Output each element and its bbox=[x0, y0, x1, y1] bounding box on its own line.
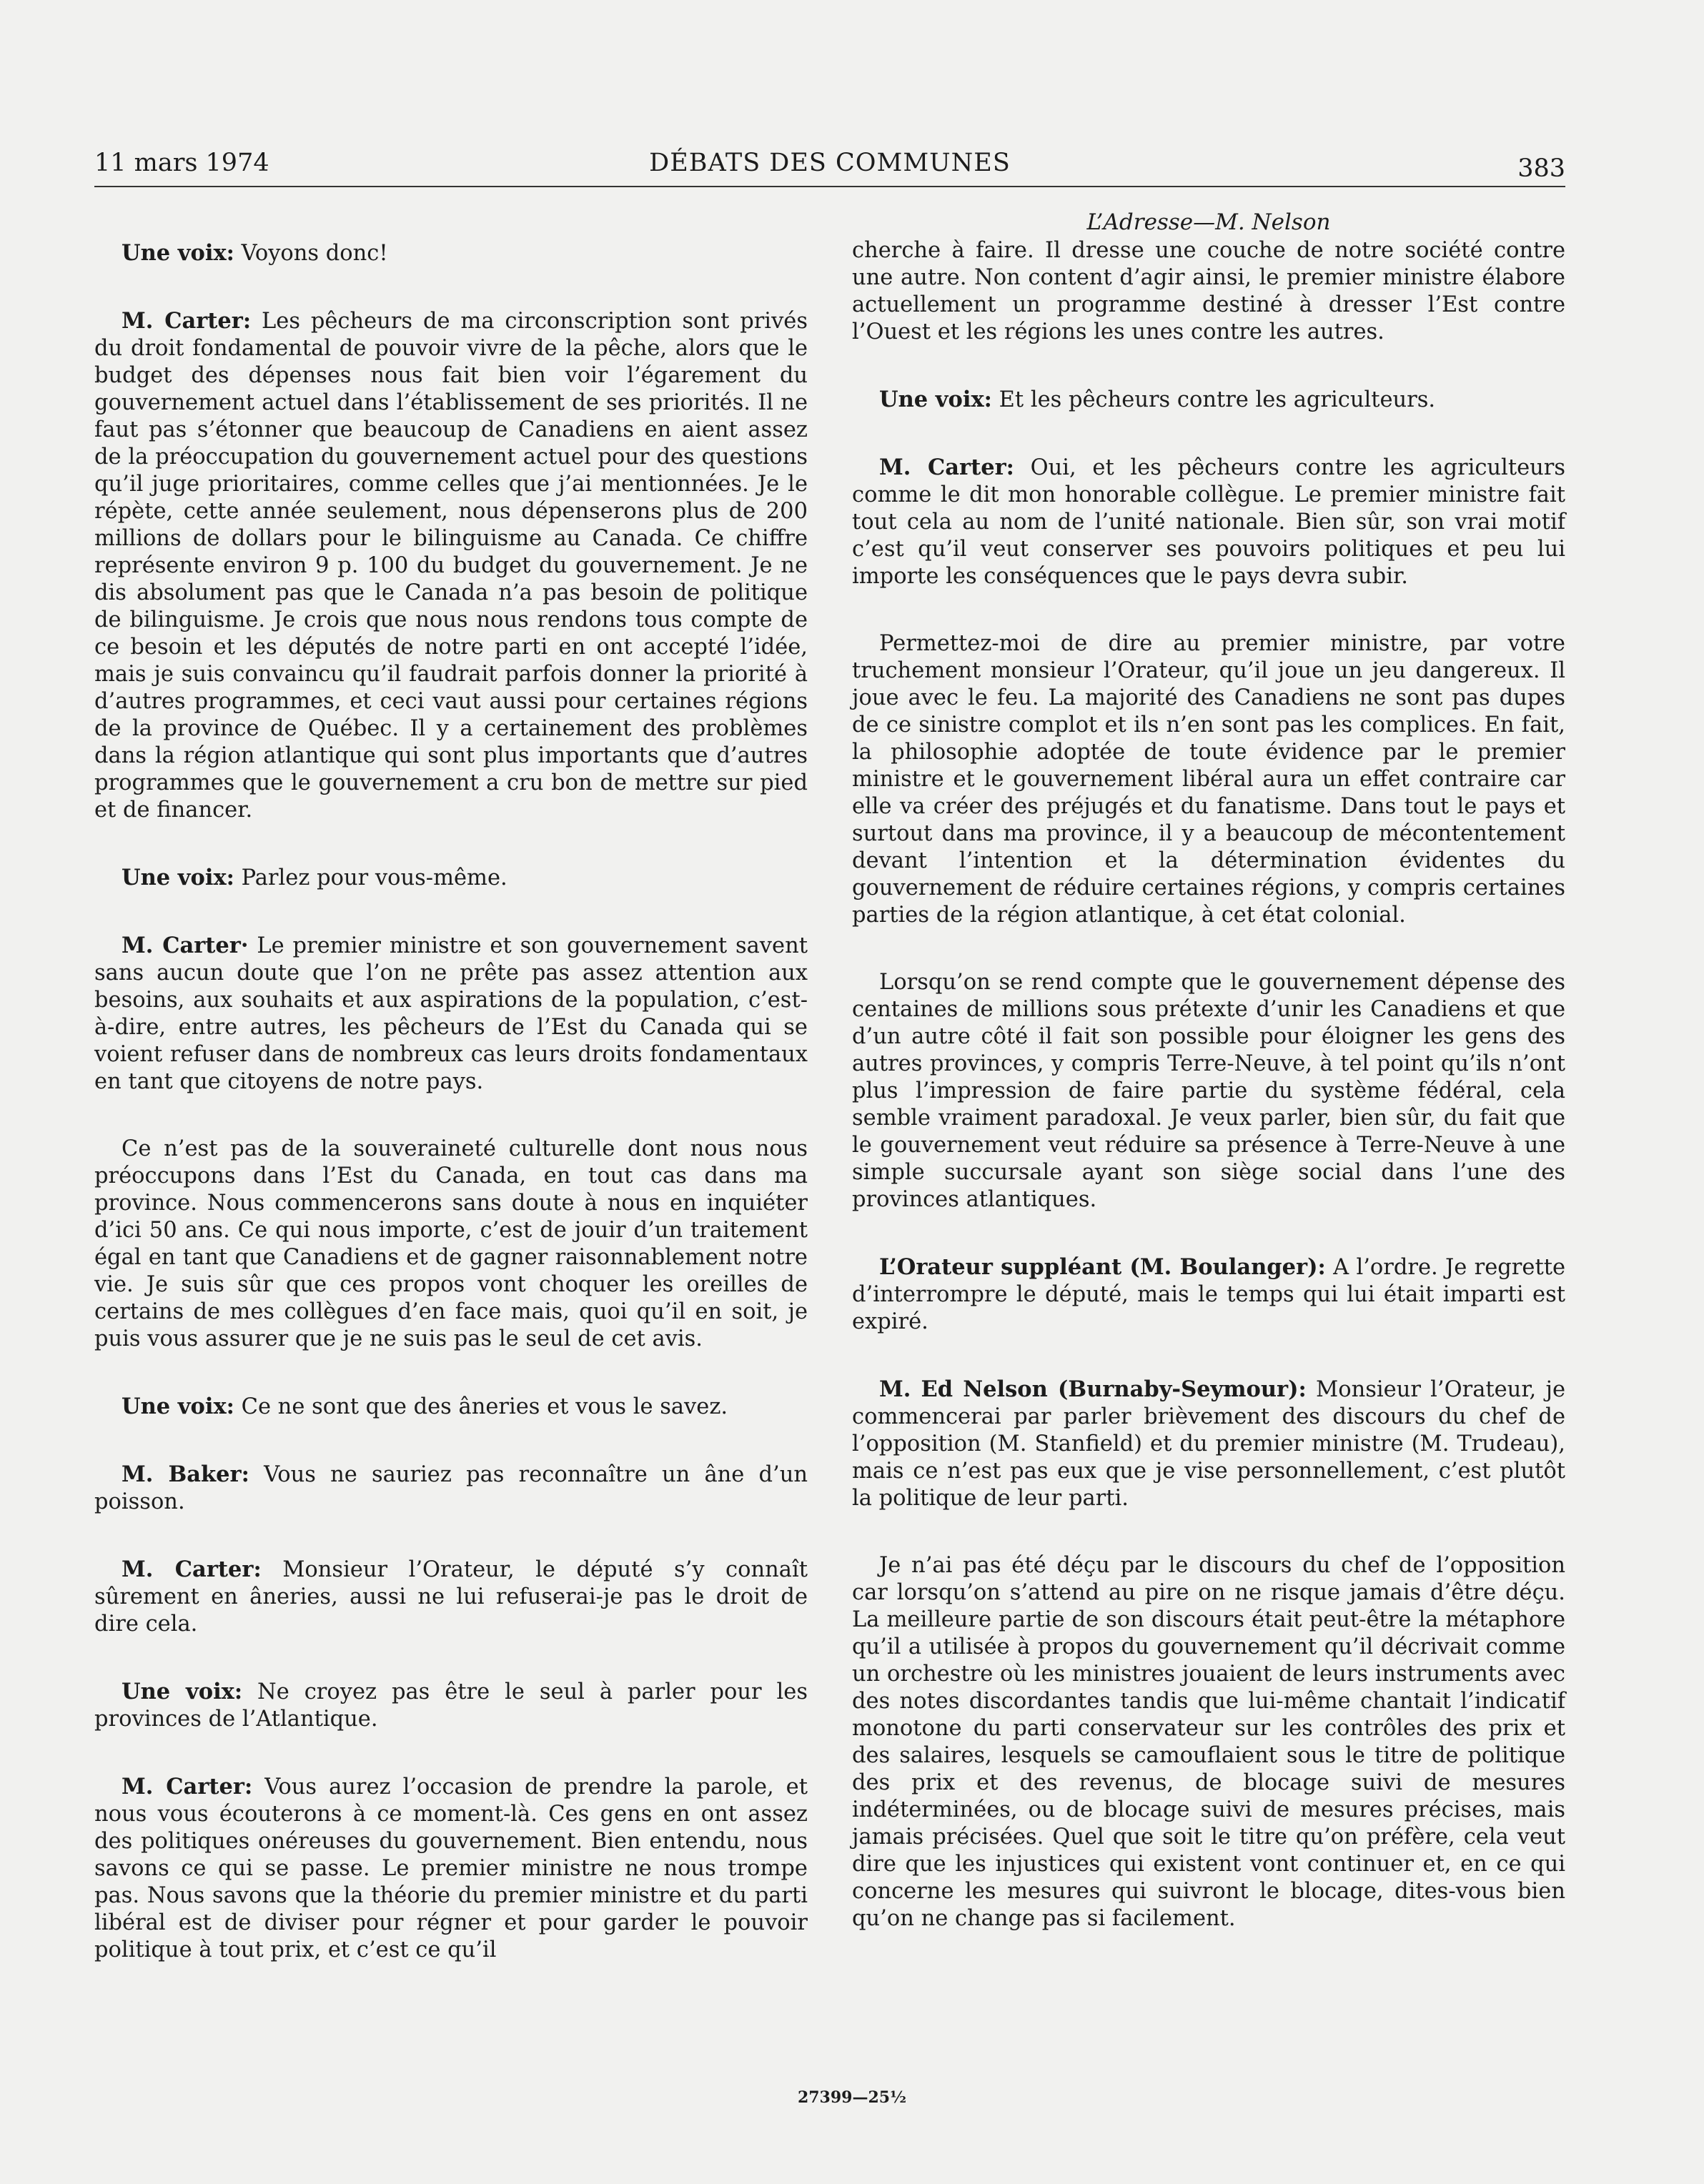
speaker-name: M. Carter: bbox=[122, 1774, 253, 1800]
paragraph bbox=[852, 454, 1565, 590]
paragraph bbox=[94, 1556, 808, 1638]
paragraph bbox=[94, 1136, 808, 1353]
speaker-name: L’Orateur suppléant (M. Boulanger): bbox=[879, 1254, 1326, 1280]
speech-text: Ce n’est pas de la souveraineté culturelle dont nous nous préoccupons dans l’Est du Canada, en tout cas dans ma province. Nous commencerons sans doute à nous en inquiéter d’ici 50 ans. Ce qui nous importe, c’est de jouir d’un traitement égal en tant que Canadiens et de gagner raisonnablement notre vie. Je suis sûr que ces propos vont choquer les oreilles de certains de mes collègues d’en face mais, quoi qu’il en soit, je puis vous assurer que je ne suis pas le seul de cet avis. bbox=[94, 1136, 808, 1351]
footer-code: 27399—25½ bbox=[797, 2088, 907, 2107]
speech-text: Vous aurez l’occasion de prendre la parole, et nous vous écouterons à ce moment-là. Ces gens en ont assez des politiques onéreuses du gouvernement. Bien entendu, nous savons ce qui se passe. Le premier ministre ne nous trompe pas. Nous savons que la théorie du premier ministre et du parti libéral est de diviser pour régner et pour garder le pouvoir politique à tout prix, et c’est ce qu’il bbox=[94, 1774, 808, 1962]
speaker-name: M. Carter: bbox=[879, 455, 1014, 480]
speech-text: Et les pêcheurs contre les agriculteurs. bbox=[991, 387, 1436, 412]
speech-text: Monsieur l’Orateur, je commencerai par parler brièvement des discours du chef de l’opposition (M. Stanfield) et du premier ministre (M. Trudeau), mais ce n’est pas eux que je vise personnellement, c’est plutôt la politique de leur parti. bbox=[852, 1377, 1565, 1511]
speaker-name: M. Carter· bbox=[122, 933, 249, 958]
speaker-name: Une voix: bbox=[122, 865, 234, 890]
speech-text: Monsieur l’Orateur, le député s’y connaît sûrement en âneries, aussi ne lui refuserai-je pas le droit de dire cela. bbox=[94, 1557, 808, 1637]
paragraph bbox=[852, 1376, 1565, 1512]
continuation-paragraph: cherche à faire. Il dresse une couche de notre société contre une autre. Non content d’agir ainsi, le premier ministre élabore actuellement un programme destiné à dresser l’Est contre l’Ouest et les régions les unes contre les autres. bbox=[852, 238, 1565, 344]
speaker-name: M. Carter: bbox=[122, 1557, 262, 1582]
speaker-name: Une voix: bbox=[122, 1394, 234, 1419]
running-head: L’Adresse—M. Nelson bbox=[1086, 209, 1331, 235]
paragraph bbox=[94, 1393, 808, 1421]
paragraph bbox=[94, 932, 808, 1096]
header-title: DÉBATS DES COMMUNES bbox=[649, 149, 1011, 177]
right-column bbox=[852, 209, 1565, 1972]
speech-text: Vous ne sauriez pas reconnaître un âne d’un poisson. bbox=[94, 1462, 808, 1514]
paragraph bbox=[852, 1254, 1565, 1336]
speech-text: Lorsqu’on se rend compte que le gouvernement dépense des centaines de millions sous prétexte d’unir les Canadiens et que d’un autre côté il fait son possible pour éloigner les gens des autres provinces, y compris Terre-Neuve, à tel point qu’ils n’ont plus l’impression de faire partie du système fédéral, cela semble vraiment paradoxal. Je veux parler, bien sûr, du fait que le gouvernement veut réduire sa présence à Terre-Neuve à une simple succursale ayant son siège social dans l’une des provinces atlantiques. bbox=[852, 970, 1565, 1212]
paragraph bbox=[852, 969, 1565, 1213]
paragraph bbox=[94, 1773, 808, 1964]
speaker-name: Une voix: bbox=[122, 1679, 243, 1704]
speaker-name: M. Baker: bbox=[122, 1461, 249, 1487]
paragraph bbox=[94, 239, 808, 267]
speaker-name: M. Carter: bbox=[122, 308, 252, 334]
speech-text: Oui, et les pêcheurs contre les agriculteurs comme le dit mon honorable collègue. Le premier ministre fait tout cela au nom de l’unité nationale. Bien sûr, son vrai motif c’est qu’il veut conserver ses pouvoirs politiques et peu lui importe les conséquences que le pays devra subir. bbox=[852, 455, 1565, 589]
speaker-name: Une voix: bbox=[879, 387, 992, 412]
left-column bbox=[94, 239, 808, 2004]
paragraph bbox=[94, 864, 808, 892]
page-header bbox=[94, 146, 1565, 187]
speaker-name: Une voix: bbox=[122, 240, 234, 266]
header-date: 11 mars 1974 bbox=[94, 149, 269, 177]
speech-text: Les pêcheurs de ma circonscription sont privés du droit fondamental de pouvoir vivre de la pêche, alors que le budget des dépenses nous fait bien voir l’égarement du gouvernement actuel dans l’établissement de ses priorités. Il ne faut pas s’étonner que beaucoup de Canadiens en aient assez de la préoccupation du gouvernement actuel pour des questions qu’il juge prioritaires, comme celles que j’ai mentionnées. Je le répète, cette année seulement, nous dépenserons plus de 200 millions de dollars pour le bilinguisme au Canada. Ce chiffre représente environ 9 p. 100 du budget du gouvernement. Je ne dis absolument pas que le Canada n’a pas besoin de politique de bilinguisme. Je crois que nous nous rendons tous compte de ce besoin et les députés de notre parti en ont accepté l’idée, mais je suis convaincu qu’il faudrait parfois donner la priorité à d’autres programmes, et ceci vaut aussi pour certaines régions de la province de Québec. Il y a certainement des problèmes dans la région atlantique qui sont plus importants que d’autres programmes que le gouvernement a cru bon de mettre sur pied et de financer. bbox=[94, 309, 808, 823]
speech-text: Ce ne sont que des âneries et vous le savez. bbox=[234, 1394, 728, 1419]
paragraph bbox=[94, 1461, 808, 1516]
speech-text: Le premier ministre et son gouvernement savent sans aucun doute que l’on ne prête pas assez attention aux besoins, aux souhaits et aux aspirations de la population, c’est-à-dire, entre autres, les pêcheurs de l’Est du Canada qui se voient refuser dans de nombreux cas leurs droits fondamentaux en tant que citoyens de notre pays. bbox=[94, 933, 808, 1094]
speech-text: A l’ordre. Je regrette d’interrompre le député, mais le temps qui lui était imparti est expiré. bbox=[852, 1255, 1566, 1334]
page-number: 383 bbox=[1517, 154, 1565, 183]
speaker-name: M. Ed Nelson (Burnaby-Seymour): bbox=[879, 1376, 1307, 1402]
paragraph bbox=[94, 307, 808, 824]
speech-text: Ne croyez pas être le seul à parler pour les provinces de l’Atlantique. bbox=[94, 1679, 808, 1732]
paragraph bbox=[852, 386, 1565, 414]
speech-text: Je n’ai pas été déçu par le discours du chef de l’opposition car lorsqu’on s’attend au pire on ne risque jamais d’être déçu. La meilleure partie de son discours était peut-être la métaphore qu’il a utilisée à propos du gouvernement qu’il décrivait comme un orchestre où les ministres jouaient de leurs instruments avec des notes discordantes tandis que lui-même chantait l’indicatif monotone du parti conservateur sur les contrôles des prix et des salaires, lesquels se camouflaient sous le titre de politique des prix et des revenus, de blocage suivi de mesures indéterminées, ou de blocage suivi de mesures précises, mais jamais précisées. Quel que soit le titre qu’on préfère, cela veut dire que les injustices qui existent vont continuer et, en ce qui concerne les mesures qui suivront le blocage, dites-vous bien qu’on ne change pas si facilement. bbox=[852, 1553, 1565, 1931]
paragraph bbox=[94, 1678, 808, 1733]
speech-text: Permettez-moi de dire au premier ministre, par votre truchement monsieur l’Orateur, qu’il joue un jeu dangereux. Il joue avec le feu. La majorité des Canadiens ne sont pas dupes de ce sinistre complot et ils n’en sont pas les complices. En fait, la philosophie adoptée de toute évidence par le premier ministre et le gouvernement libéral aura un effet contraire car elle va créer des préjugés et du fanatisme. Dans tout le pays et surtout dans ma province, il y a beaucoup de mécontentement devant l’intention et la détermination évidentes du gouvernement de réduire certaines régions, y compris certaines parties de la région atlantique, à cet état colonial. bbox=[852, 631, 1565, 928]
paragraph bbox=[852, 1552, 1565, 1932]
speech-text: Voyons donc! bbox=[234, 241, 388, 266]
speech-text: Parlez pour vous-même. bbox=[234, 865, 507, 890]
paragraph bbox=[852, 630, 1565, 929]
